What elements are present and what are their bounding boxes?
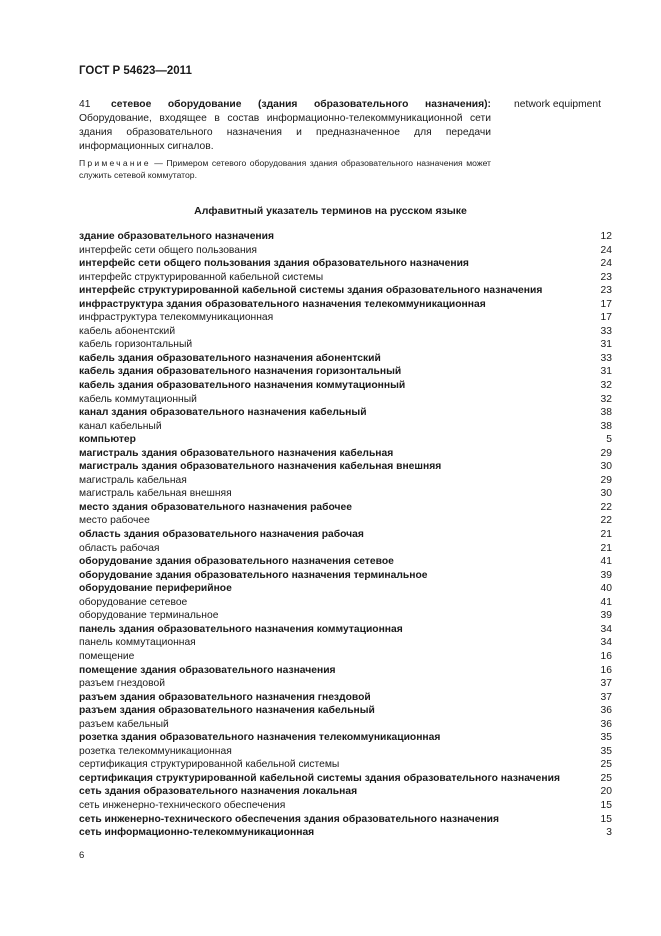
term-number: 41	[79, 99, 91, 110]
index-term: помещение здания образовательного назначения	[79, 664, 336, 676]
index-term: разъем здания образовательного назначения гнездовой	[79, 691, 371, 703]
index-term: инфраструктура телекоммуникационная	[79, 312, 274, 324]
index-entry	[79, 596, 612, 610]
index-entry	[79, 325, 612, 339]
term-note	[79, 157, 491, 181]
index-term: панель коммутационная	[79, 637, 196, 649]
index-term: область рабочая	[79, 542, 160, 554]
index-entry	[79, 284, 612, 298]
index-entry	[79, 420, 612, 434]
index-term: здание образовательного назначения	[79, 231, 274, 242]
index-term: розетка телекоммуникационная	[79, 745, 232, 757]
index-term: кабель здания образовательного назначения коммутационный	[79, 380, 406, 392]
index-entry	[79, 379, 612, 393]
index-page-ref: 29	[600, 447, 612, 459]
index-page-ref: 12	[600, 231, 612, 242]
index-entry	[79, 230, 612, 244]
index-title: Алфавитный указатель терминов на русском языке	[194, 205, 467, 217]
index-page-ref: 17	[600, 298, 612, 310]
index-page-ref: 39	[600, 569, 612, 581]
index-term: сеть инженерно-технического обеспечения	[79, 799, 286, 811]
index-page-ref: 29	[600, 474, 612, 486]
index-page-ref: 41	[600, 556, 612, 568]
note-label: Примечание	[79, 158, 151, 168]
index-page-ref: 21	[600, 529, 612, 541]
term-english-equivalent: network equipment	[514, 99, 602, 110]
index-entry	[79, 528, 612, 542]
index-entry	[79, 758, 612, 772]
index-entry	[79, 664, 612, 678]
index-term: оборудование сетевое	[79, 596, 188, 608]
index-entry	[79, 460, 612, 474]
index-page-ref: 24	[600, 244, 612, 256]
index-term: магистраль здания образовательного назначения кабельная внешняя	[79, 461, 442, 473]
index-entry	[79, 582, 612, 596]
index-page-ref: 17	[600, 312, 612, 324]
index-term: сеть информационно-телекоммуникационная	[79, 827, 315, 839]
term-name: сетевое оборудование (здания образовательного назначения):	[111, 99, 491, 110]
alphabetical-index	[79, 230, 612, 840]
page-number: 6	[79, 850, 85, 861]
index-page-ref: 3	[606, 827, 612, 839]
index-page-ref: 33	[600, 352, 612, 364]
index-term: место здания образовательного назначения рабочее	[79, 501, 352, 513]
index-entry	[79, 813, 612, 827]
index-page-ref: 38	[600, 407, 612, 419]
index-term: компьютер	[79, 434, 136, 446]
document-header: ГОСТ Р 54623—2011	[79, 65, 192, 77]
index-page-ref: 25	[600, 759, 612, 771]
index-term: кабель здания образовательного назначения абонентский	[79, 352, 381, 364]
index-entry	[79, 257, 612, 271]
index-page-ref: 20	[600, 786, 612, 798]
index-term: интерфейс сети общего пользования	[79, 244, 258, 256]
index-entry	[79, 311, 612, 325]
index-entry	[79, 785, 612, 799]
index-term: кабель коммутационный	[79, 393, 197, 405]
index-entry	[79, 650, 612, 664]
index-page-ref: 35	[600, 745, 612, 757]
index-entry	[79, 501, 612, 515]
index-entry	[79, 623, 612, 637]
index-page-ref: 36	[600, 705, 612, 717]
index-page-ref: 36	[600, 718, 612, 730]
index-term: оборудование периферийное	[79, 583, 232, 595]
index-entry	[79, 555, 612, 569]
index-page-ref: 39	[600, 610, 612, 622]
index-page-ref: 24	[600, 258, 612, 270]
index-entry	[79, 542, 612, 556]
index-term: магистраль здания образовательного назначения кабельная	[79, 447, 394, 459]
index-entry	[79, 636, 612, 650]
index-term: сеть инженерно-технического обеспечения здания образовательного назначения	[79, 813, 500, 825]
index-term: интерфейс структурированной кабельной системы	[79, 271, 324, 283]
index-page-ref: 16	[600, 664, 612, 676]
index-term: оборудование здания образовательного назначения терминальное	[79, 569, 428, 581]
index-page-ref: 32	[600, 393, 612, 405]
index-entry	[79, 365, 612, 379]
index-entry	[79, 244, 612, 258]
index-entry	[79, 745, 612, 759]
term-definition: Оборудование, входящее в состав информационно-телекоммуникационной сети здания образовательного назначения и предназначенное для передачи информационных сигналов.	[79, 113, 491, 152]
index-page-ref: 35	[600, 732, 612, 744]
index-entry	[79, 691, 612, 705]
index-page-ref: 31	[600, 339, 612, 351]
note-text: — Примером сетевого оборудования здания образовательного назначения может служить сетевой коммутатор.	[79, 158, 491, 180]
index-entry	[79, 338, 612, 352]
index-term: панель здания образовательного назначения коммутационная	[79, 623, 403, 635]
index-term: канал здания образовательного назначения кабельный	[79, 407, 367, 419]
index-term: инфраструктура здания образовательного назначения телекоммуникационная	[79, 298, 486, 310]
index-entry	[79, 569, 612, 583]
index-term: помещение	[79, 650, 135, 662]
index-page-ref: 37	[600, 678, 612, 690]
index-page-ref: 21	[600, 542, 612, 554]
index-term: область здания образовательного назначения рабочая	[79, 529, 364, 541]
index-term: оборудование здания образовательного назначения сетевое	[79, 556, 394, 568]
index-entry	[79, 704, 612, 718]
index-page-ref: 22	[600, 515, 612, 527]
index-entry	[79, 609, 612, 623]
index-term: место рабочее	[79, 515, 150, 527]
index-entry	[79, 352, 612, 366]
index-page-ref: 23	[600, 271, 612, 283]
index-term: сеть здания образовательного назначения локальная	[79, 786, 358, 798]
index-page-ref: 33	[600, 325, 612, 337]
index-term: разъем здания образовательного назначения кабельный	[79, 705, 375, 717]
index-entry	[79, 433, 612, 447]
index-entry	[79, 474, 612, 488]
index-page-ref: 31	[600, 366, 612, 378]
index-page-ref: 22	[600, 501, 612, 513]
index-page-ref: 30	[600, 488, 612, 500]
index-entry	[79, 718, 612, 732]
index-page-ref: 41	[600, 596, 612, 608]
index-term: канал кабельный	[79, 420, 162, 432]
index-term: сертификация структурированной кабельной системы	[79, 759, 340, 771]
index-entry	[79, 799, 612, 813]
index-term: магистраль кабельная внешняя	[79, 488, 232, 500]
index-entry	[79, 271, 612, 285]
index-page-ref: 25	[600, 772, 612, 784]
index-entry	[79, 514, 612, 528]
index-entry	[79, 447, 612, 461]
index-term: магистраль кабельная	[79, 474, 187, 486]
index-page-ref: 38	[600, 420, 612, 432]
index-page-ref: 40	[600, 583, 612, 595]
index-term: разъем гнездовой	[79, 678, 165, 690]
index-entry	[79, 826, 612, 840]
index-page-ref: 16	[600, 650, 612, 662]
index-page-ref: 32	[600, 380, 612, 392]
index-page-ref: 37	[600, 691, 612, 703]
index-page-ref: 15	[600, 799, 612, 811]
index-page-ref: 34	[600, 637, 612, 649]
index-page-ref: 30	[600, 461, 612, 473]
index-entry	[79, 487, 612, 501]
index-entry	[79, 393, 612, 407]
index-page-ref: 34	[600, 623, 612, 635]
index-term: кабель здания образовательного назначения горизонтальный	[79, 366, 402, 378]
index-entry	[79, 772, 612, 786]
index-term: розетка здания образовательного назначения телекоммуникационная	[79, 732, 441, 744]
index-entry	[79, 677, 612, 691]
index-term: интерфейс структурированной кабельной системы здания образовательного назначения	[79, 285, 543, 297]
index-term: сертификация структурированной кабельной системы здания образовательного назначения	[79, 772, 560, 784]
index-entry	[79, 298, 612, 312]
index-page-ref: 15	[600, 813, 612, 825]
index-term: разъем кабельный	[79, 718, 169, 730]
index-term: кабель горизонтальный	[79, 339, 193, 351]
index-term: интерфейс сети общего пользования здания образовательного назначения	[79, 258, 469, 270]
index-term: кабель абонентский	[79, 325, 176, 337]
index-entry	[79, 406, 612, 420]
index-entry	[79, 731, 612, 745]
term-definition-paragraph	[79, 98, 491, 154]
index-page-ref: 23	[600, 285, 612, 297]
index-term: оборудование терминальное	[79, 610, 219, 622]
index-page-ref: 5	[606, 434, 612, 446]
